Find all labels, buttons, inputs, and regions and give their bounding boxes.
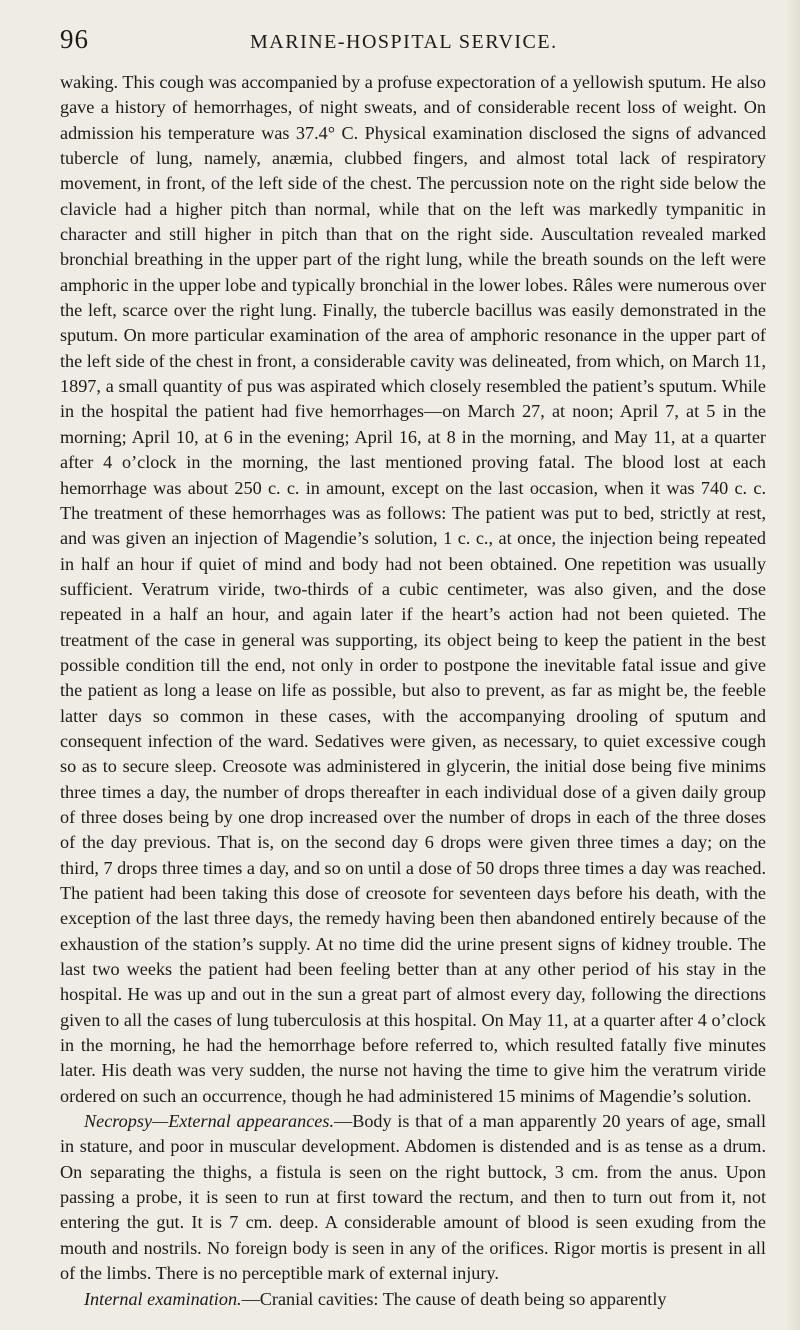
internal-examination-text: —Cranial cavities: The cause of death being so apparently: [241, 1288, 667, 1309]
paragraph-necropsy-external: [60, 1109, 766, 1286]
body-text: [60, 70, 766, 1312]
page-number: 96: [60, 24, 89, 54]
necropsy-heading: Necropsy—External appearances.: [84, 1111, 335, 1132]
internal-examination-heading: Internal examination.: [84, 1288, 242, 1309]
running-head: MARINE-HOSPITAL SERVICE.: [250, 31, 558, 53]
paragraph-clinical-history: waking. This cough was accompanied by a profuse expectoration of a yellowish sputum. He also gave a history of hemorrhages, of night sweats, and of considerable recent loss of weight. On admission his temperature was 37.4° C. Physical examination disclosed the signs of advanced tubercle of lung, namely, anæmia, clubbed fingers, and almost total lack of respiratory movement, in front, of the left side of the chest. The percussion note on the right side below the clavicle had a higher pitch than normal, while that on the left was markedly tympanitic in character and still higher in pitch than that on the right side. Auscultation revealed marked bronchial breathing in the upper part of the right lung, while the breath sounds on the left were amphoric in the upper lobe and typically bronchial in the lower lobes. Râles were numerous over the left, scarce over the right lung. Finally, the tubercle bacillus was easily demonstrated in the sputum. On more particular examination of the area of amphoric resonance in the upper part of the left side of the chest in front, a considerable cavity was delineated, from which, on March 11, 1897, a small quantity of pus was aspirated which closely resembled the patient’s sputum. While in the hospital the patient had five hemorrhages—on March 27, at noon; April 7, at 5 in the morning; April 10, at 6 in the evening; April 16, at 8 in the morning, and May 11, at a quarter after 4 o’clock in the morning, the last mentioned proving fatal. The blood lost at each hemorrhage was about 250 c. c. in amount, except on the last occasion, when it was 740 c. c. The treatment of these hemorrhages was as follows: The patient was put to bed, strictly at rest, and was given an injection of Magendie’s solution, 1 c. c., at once, the injection being repeated in half an hour if quiet of mind and body had not been obtained. One repetition was usually sufficient. Veratrum viride, two-thirds of a cubic centimeter, was also given, and the dose repeated in a half an hour, and again later if the heart’s action had not been quieted. The treatment of the case in general was supporting, its object being to keep the patient in the best possible condition till the end, not only in order to postpone the inevitable fatal issue and give the patient as long a lease on life as possible, but also to prevent, as far as might be, the feeble latter days so common in these cases, with the accompanying drooling of sputum and consequent infection of the ward. Sedatives were given, as necessary, to quiet excessive cough so as to secure sleep. Creosote was administered in glycerin, the initial dose being five minims three times a day, the number of drops thereafter in each individual dose of a given daily group of three doses being by one drop increased over the number of drops in each of the three doses of the day previous. That is, on the second day 6 drops were given three times a day; on the third, 7 drops three times a day, and so on until a dose of 50 drops three times a day was reached. The patient had been taking this dose of creosote for seventeen days before his death, with the exception of the last three days, the remedy having been then abandoned entirely because of the exhaustion of the station’s supply. At no time did the urine present signs of kidney trouble. The last two weeks the patient had been feeling better than at any other period of his stay in the hospital. He was up and out in the sun a great part of almost every day, following the directions given to all the cases of lung tuberculosis at this hospital. On May 11, at a quarter after 4 o’clock in the morning, he had the hemorrhage before referred to, which resulted fatally five minutes later. His death was very sudden, the nurse not having the time to give him the veratrum viride ordered on such an occurrence, though he had administered 15 minims of Magendie’s solution.: [60, 72, 766, 1106]
paragraph-internal-examination: [60, 1287, 766, 1312]
necropsy-text: —Body is that of a man apparently 20 years of age, small in stature, and poor in muscular development. Abdomen is distended and is as tense as a drum. On separating the thighs, a fistula is seen on the right buttock, 3 cm. from the anus. Upon passing a probe, it is seen to run at first toward the rectum, and then to turn out from it, not entering the gut. It is 7 cm. deep. A considerable amount of blood is seen exuding from the mouth and nostrils. No foreign body is seen in any of the orifices. Rigor mortis is present in all of the limbs. There is no perceptible mark of external injury.: [60, 1111, 767, 1284]
page-header: [60, 24, 766, 58]
page-edge-shadow: [786, 0, 800, 1330]
